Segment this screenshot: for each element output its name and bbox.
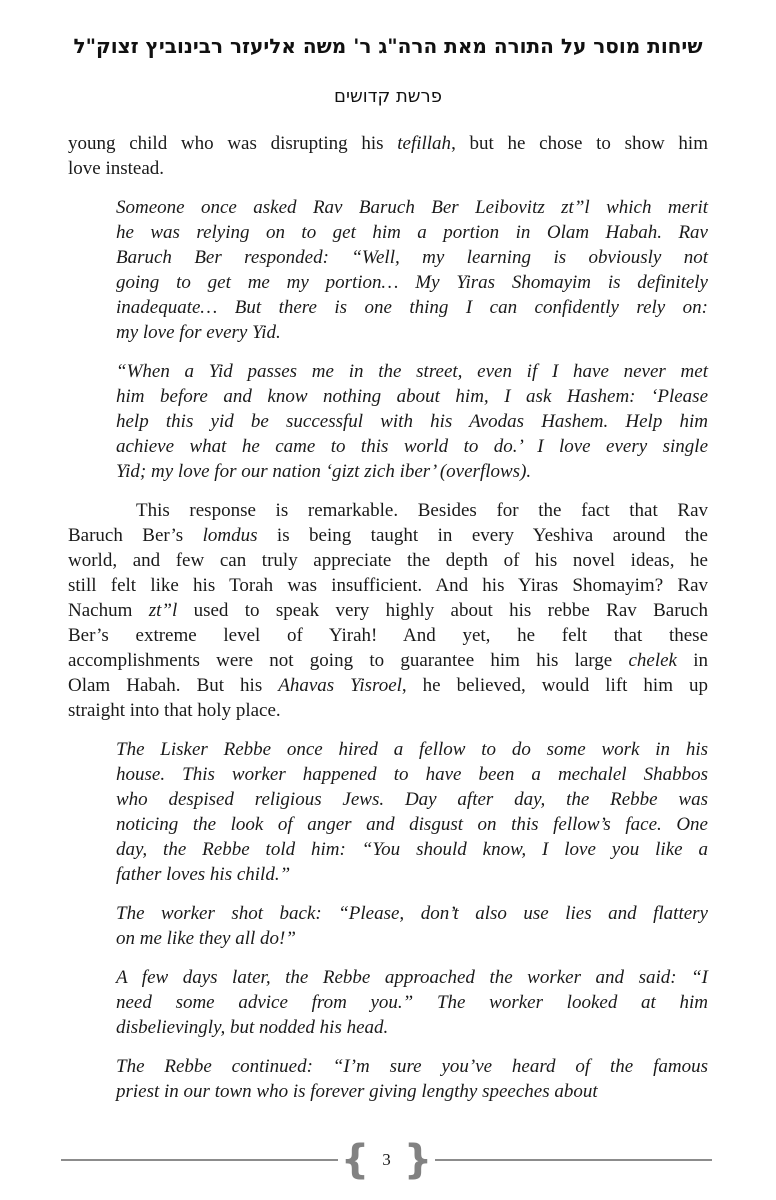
text-line: achieve what he came to this world to do.’ I love every single [116, 436, 708, 457]
footer-rule-left [61, 1159, 338, 1161]
paragraph-block [68, 131, 708, 181]
brace-right-icon: } [403, 1137, 433, 1183]
text-line: Yid; my love for our nation ‘gizt zich iber’ (overflows). [116, 461, 532, 482]
text-line: still felt like his Torah was insufficient. And his Yiras Shomayim? Rav [68, 575, 708, 596]
text-line: on me like they all do!” [116, 928, 296, 949]
quote-block [68, 965, 708, 1040]
text-line: straight into that holy place. [68, 700, 281, 721]
text-line: The worker shot back: “Please, don’t also use lies and flattery [116, 903, 708, 924]
paragraph-block [68, 498, 708, 723]
text-line: This response is remarkable. Besides for the fact that Rav [136, 500, 708, 521]
text-line: “When a Yid passes me in the street, even if I have never met [116, 361, 708, 382]
text-line: him before and know nothing about him, I ask Hashem: ‘Please [116, 386, 708, 407]
text-line: young child who was disrupting his tefillah, but he chose to show him [68, 133, 708, 154]
doc-subtitle-parsha: פרשת קדושים [334, 86, 442, 107]
footer-rule-right [435, 1159, 712, 1161]
text-line: Olam Habah. But his Ahavas Yisroel, he believed, would lift him up [68, 675, 709, 696]
text-line: The Lisker Rebbe once hired a fellow to do some work in his [116, 739, 708, 760]
page-number: 3 [382, 1150, 391, 1169]
text-line: disbelievingly, but nodded his head. [116, 1017, 389, 1038]
document-body [68, 131, 708, 1104]
document-header [68, 32, 708, 110]
text-line: love instead. [68, 158, 165, 179]
text-line: Someone once asked Rav Baruch Ber Leibovitz zt”l which merit [116, 197, 708, 218]
text-line: help this yid be successful with his Avodas Hashem. Help him [116, 411, 708, 432]
text-line: The Rebbe continued: “I’m sure you’ve heard of the famous [116, 1056, 708, 1077]
text-line: world, and few can truly appreciate the depth of his novel ideas, he [68, 550, 708, 571]
text-line: going to get me my portion… My Yiras Shomayim is definitely [116, 272, 708, 293]
quote-block [68, 195, 708, 345]
text-line: Ber’s extreme level of Yirah! And yet, he felt that these [68, 625, 708, 646]
text-line: A few days later, the Rebbe approached the worker and said: “I [116, 967, 708, 988]
page-footer [61, 1138, 712, 1182]
text-line: he was relying on to get him a portion in Olam Habah. Rav [116, 222, 708, 243]
text-line: need some advice from you.” The worker looked at him [116, 992, 708, 1013]
quote-block [68, 737, 708, 887]
quote-block [68, 1054, 708, 1104]
text-line: accomplishments were not going to guarantee him his large chelek in [68, 650, 708, 671]
text-line: Nachum zt”l used to speak very highly about his rebbe Rav Baruch [68, 600, 708, 621]
text-line: noticing the look of anger and disgust on this fellow’s face. One [116, 814, 708, 835]
doc-title-hebrew: שיחות מוסר על התורה מאת הרה"ג ר' משה אליעזר רבינוביץ זצוק"ל [73, 34, 703, 58]
quote-block [68, 359, 708, 484]
text-line: father loves his child.” [116, 864, 291, 885]
quote-block [68, 901, 708, 951]
text-line: house. This worker happened to have been a mechalel Shabbos [116, 764, 708, 785]
text-line: priest in our town who is forever giving lengthy speeches about [116, 1081, 598, 1102]
text-line: who despised religious Jews. Day after day, the Rebbe was [116, 789, 708, 810]
text-line: my love for every Yid. [116, 322, 281, 343]
text-line: inadequate… But there is one thing I can confidently rely on: [116, 297, 708, 318]
text-line: day, the Rebbe told him: “You should know, I love you like a [116, 839, 708, 860]
brace-left-icon: { [340, 1137, 370, 1183]
text-line: Baruch Ber responded: “Well, my learning is obviously not [116, 247, 708, 268]
text-line: Baruch Ber’s lomdus is being taught in every Yeshiva around the [68, 525, 708, 546]
